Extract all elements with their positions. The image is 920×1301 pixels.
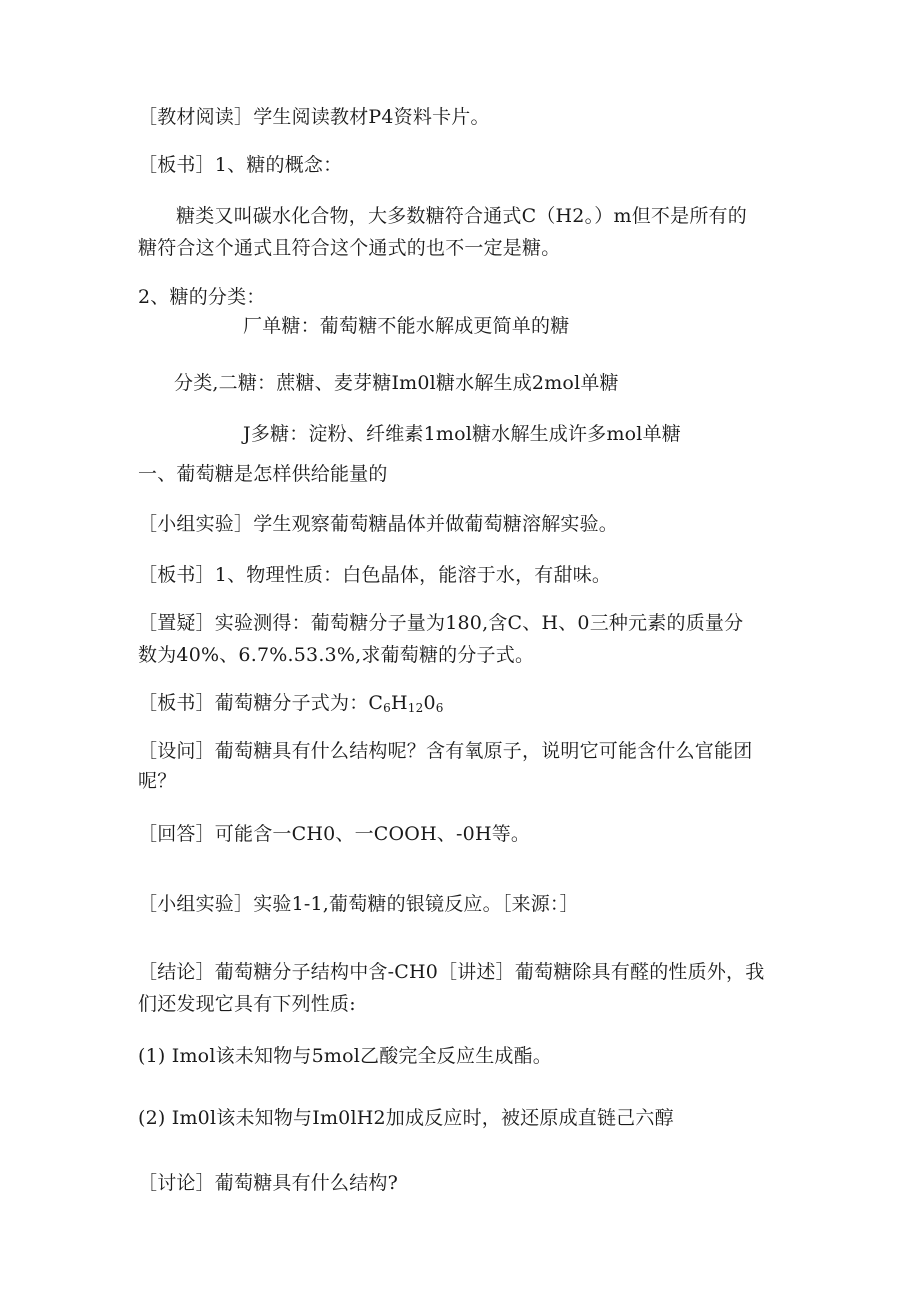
paragraph-discussion: ［讨论］葡萄糖具有什么结构? — [138, 1172, 398, 1194]
paragraph-physical-properties: ［板书］1、物理性质：白色晶体，能溶于水，有甜味。 — [138, 564, 612, 586]
classification-polysaccharide: J多糖：淀粉、纤维素1mol糖水解生成许多mol单糖 — [243, 423, 681, 445]
list-item-property-1: (1) Imol该未知物与5mol乙酸完全反应生成酯。 — [138, 1045, 553, 1067]
paragraph-silver-mirror-experiment: ［小组实验］实验1-1,葡萄糖的银镜反应。［来源：］ — [138, 893, 579, 915]
paragraph-question-line2: 数为40%、6.7%.53.3%,求葡萄糖的分子式。 — [138, 644, 535, 666]
molecular-formula: $C_6H_{12}0_6$ — [368, 692, 444, 715]
paragraph-definition-line2: 糖符合这个通式且符合这个通式的也不一定是糖。 — [138, 237, 561, 259]
paragraph-answer: ［回答］可能含一CH0、一COOH、-0H等。 — [138, 823, 531, 845]
paragraph-group-experiment: ［小组实验］学生观察葡萄糖晶体并做葡萄糖溶解实验。 — [138, 513, 619, 535]
paragraph-textbook-reading: ［教材阅读］学生阅读教材P4资料卡片。 — [138, 106, 490, 128]
paragraph-board-concept: ［板书］1、糖的概念： — [138, 154, 343, 176]
classification-disaccharide: 分类,二糖：蔗糖、麦芽糖Im0l糖水解生成2mol单糖 — [174, 372, 619, 394]
paragraph-question-line1: ［置疑］实验测得：葡萄糖分子量为180,含C、H、0三种元素的质量分 — [138, 612, 744, 634]
paragraph-molecular-formula — [138, 687, 800, 725]
list-item-property-2: (2) Im0l该未知物与Im0lH2加成反应时，被还原成直链己六醇 — [138, 1107, 674, 1129]
formula-prefix: ［板书］葡萄糖分子式为： — [138, 692, 369, 714]
section-heading-glucose-energy: 一、葡萄糖是怎样供给能量的 — [138, 463, 388, 485]
classification-monosaccharide: 厂单糖：葡萄糖不能水解成更简单的糖 — [243, 315, 570, 337]
paragraph-structure-question-line1: ［设问］葡萄糖具有什么结构呢？含有氧原子，说明它可能含什么官能团 — [138, 740, 753, 762]
paragraph-structure-question-line2: 呢？ — [138, 770, 177, 792]
paragraph-conclusion-line1: ［结论］葡萄糖分子结构中含-CH0［讲述］葡萄糖除具有醛的性质外，我 — [138, 961, 765, 983]
paragraph-classification-heading: 2、糖的分类： — [138, 286, 266, 308]
paragraph-definition-line1: 糖类又叫碳水化合物，大多数糖符合通式C（H2。）m但不是所有的 — [176, 205, 747, 227]
paragraph-conclusion-line2: 们还发现它具有下列性质: — [138, 993, 356, 1015]
